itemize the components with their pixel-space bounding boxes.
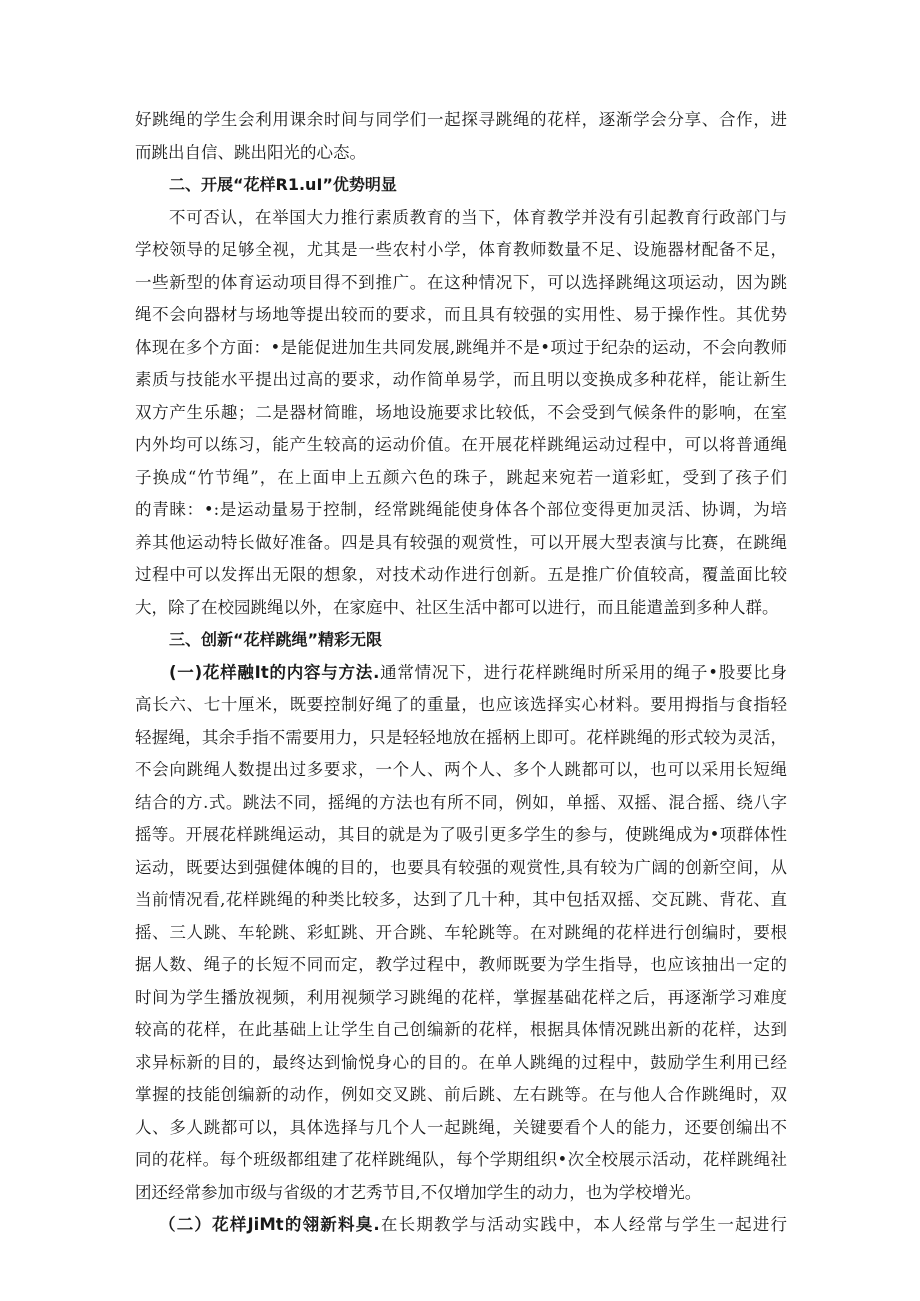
paragraph-line: 好跳绳的学生会利用课余时间与同学们一起探寻跳绳的花样，逐渐学会分享、合作，进 [135,110,787,129]
paragraph-line: 一些新型的体育运动项目得不到推广。在这种情况下，可以选择跳绳这项运动，因为跳 [135,272,787,292]
paragraph-line: 养其他运动特长做好准备。四是具有较强的观赏性，可以开展大型表演与比赛，在跳绳 [135,532,787,552]
section-heading: 三、创新“花样跳绳”精彩无限 [169,630,383,649]
paragraph-text: 通常情况下，进行花样跳绳时所采用的绳子•股要比身 [379,662,787,682]
paragraph-line: 当前情况看,花样跳绳的种类比较多，达到了几十种，其中包括双摇、交瓦跳、背花、直 [135,890,787,909]
paragraph-line: 时间为学生播放视频，利用视频学习跳绳的花样，掌握基础花样之后，再逐渐学习难度 [135,987,787,1007]
paragraph-line: 求异标新的目的，最终达到愉悦身心的目的。在单人跳绳的过程中，鼓励学生利用已经 [135,1052,787,1072]
section-heading: 二、开展“花样R1.uI”优势明显 [169,175,397,194]
paragraph-line: 大，除了在校园跳绳以外，在家庭中、社区生活中都可以进行，而且能遣盖到多种人群。 [135,597,779,617]
subsection-first-line [135,1209,787,1242]
paragraph-line: 人、多人跳都可以，具体选择与几个人一起跳绳，关键要看个人的能力，还要创编出不 [135,1117,787,1137]
paragraph-line: 据人数、绳子的长短不同而定，教学过程中，教师既要为学生指导，也应该抽出一定的 [135,955,787,974]
paragraph-line: 掌握的技能创编新的动作，例如交叉跳、前后跳、左右跳等。在与他人合作跳绳时，双 [135,1085,787,1104]
paragraph-line: 学校领导的足够全视，尤其是一些农村小学，体育教师数量不足、设施器材配备不足， [135,240,787,259]
paragraph-line: 内外均可以练习，能产生较高的运动价值。在开展花样跳绳运动过程中，可以将普通绳 [135,435,787,454]
subsection-heading: (一)花样融It的内容与方法. [169,662,380,682]
paragraph-line: 而跳出自信、跳出阳光的心态。 [135,142,366,162]
paragraph-line: 双方产生乐趣；二是器材简睢，场地设施要求比较低，不会受到气候条件的影响，在室 [135,402,787,422]
paragraph-line: 不可否认，在举国大力推行素质教育的当下，体育教学并没有引起教育行政部门与 [169,207,787,227]
paragraph-line: 的青睐：•:是运动量易于控制，经常跳绳能使身体各个部位变得更加灵活、协调，为培 [135,500,787,519]
paragraph-line: 体现在多个方面：•是能促进加生共同发展,跳绳并不是•项过于纪杂的运动，不会向教师 [135,337,787,357]
paragraph-line: 摇、三人跳、车轮跳、彩虹跳、开合跳、车轮跳等。在对跳绳的花样进行创编时，要根 [135,922,787,942]
paragraph-line: 运动，既要达到强健体魄的目的，也要具有较强的观赏性,具有较为广阔的创新空间，从 [135,857,787,877]
paragraph-line: 较高的花样，在此基础上让学生自己创编新的花样，根据具体情况跳出新的花样，达到 [135,1020,787,1039]
paragraph-line: 轻握绳，其余手指不需要用力，只是轻轻地放在摇柄上即可。花样跳绳的形式较为灵活， [135,727,787,747]
paragraph-line: 摇等。开展花样跳绳运动，其目的就是为了吸引更多学生的参与，使跳绳成为•项群体性 [135,825,787,844]
subsection-first-line [135,657,787,690]
paragraph-line: 子换成“竹节绳”，在上面申上五颜六色的珠子，跳起来宛若一道彩虹，受到了孩子们 [135,467,787,487]
paragraph-line: 同的花样。每个班级都组建了花样跳绳队，每个学期组织•次全校展示活动，花样跳绳社 [135,1150,787,1169]
paragraph-line: 绳不会向器材与场地等提出较而的要求，而且具有较强的实用性、易于操作性。其优势 [135,305,787,324]
paragraph-line: 高长六、七十厘米，既要控制好绳了的重量，也应该选择实心材料。要用拇指与食指轻 [135,695,787,714]
paragraph-text: 在长期教学与活动实践中，本人经常与学生一起进行 [379,1215,787,1234]
subsection-heading: （二）花样JiMt的翎新料臭. [159,1215,380,1234]
paragraph-line: 结合的方.式。跳法不同，摇绳的方法也有所不同，例如，单摇、双摇、混合摇、绕八字 [135,792,787,812]
paragraph-line: 团还经常参加市级与省级的才艺秀节目,不仅增加学生的动力，也为学校增光。 [135,1182,702,1202]
paragraph-line: 过程中可以发挥出无限的想象，对技术动作进行创新。五是推广价值较高，覆盖面比较 [135,565,787,584]
document-page [135,104,787,1242]
paragraph-line: 素质与技能水平提出过高的要求，动作简单易学，而且明以变换成多种花样，能让新生 [135,370,787,389]
paragraph-line: 不会向跳绳人数提出过多要求，一个人、两个人、多个人跳都可以，也可以采用长短绳 [135,760,787,779]
